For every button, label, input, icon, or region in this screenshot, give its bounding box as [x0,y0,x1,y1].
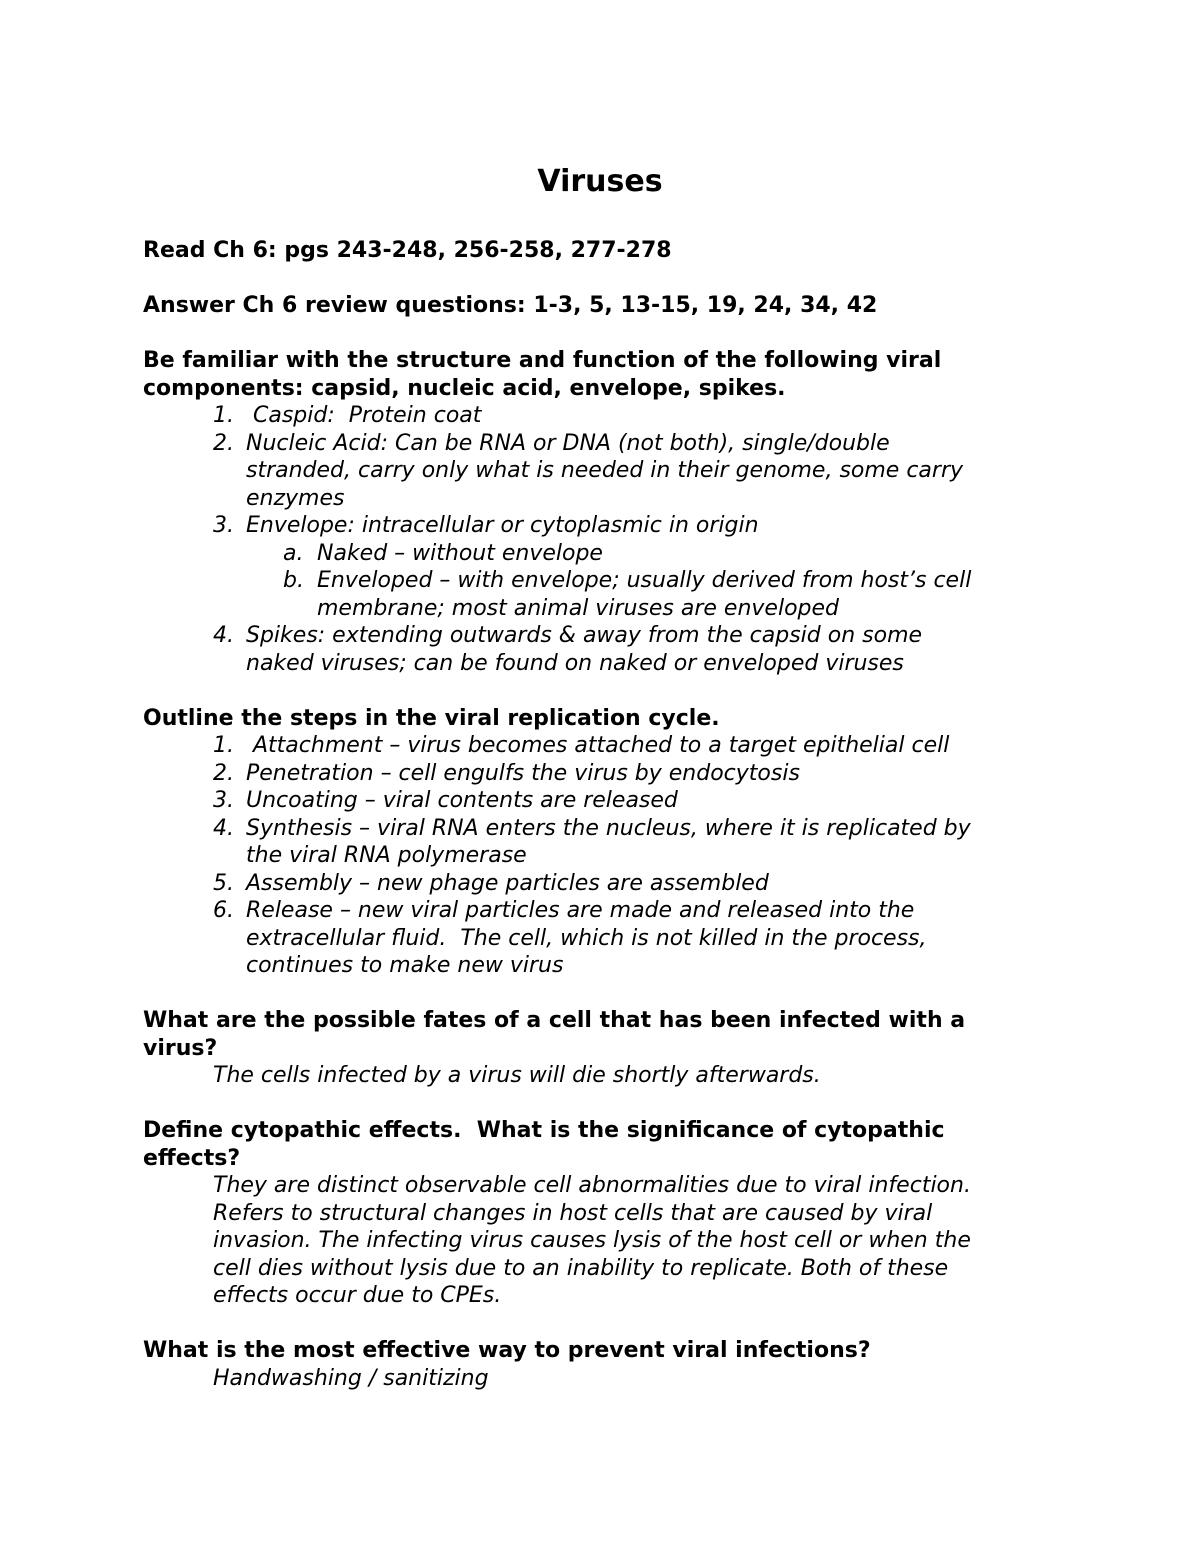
section-heading-cytopathic: Define cytopathic effects. What is the significance of cytopathic effects? [143,1118,945,1171]
section-heading-replication: Outline the steps in the viral replication cycle. [143,705,720,731]
list-item: 1. Caspid: Protein coat [213,403,482,428]
document-body [143,237,1043,1392]
review-assignment: Answer Ch 6 review questions: 1-3, 5, 13-15, 19, 24, 34, 42 [143,293,878,318]
section-heading-prevention: What is the most effective way to prevent viral infections? [143,1338,871,1363]
list-item: 1. Attachment – virus becomes attached to a target epithelial cell [213,733,950,758]
list-item: 5. Assembly – new phage particles are assembled [213,870,769,896]
answer-cytopathic: They are distinct observable cell abnormalities due to viral infection. Refers to structural changes in host cells that are caused by viral invasion. The infecting virus causes lysis of the host cell or when the cell dies without lysis due to an inability to replicate. Both of these effects occur due to CPEs. [213,1173,971,1308]
section-heading-components: Be familiar with the structure and function of the following viral components: capsid, nucleic acid, envelope, spikes. [143,348,942,401]
reading-assignment: Read Ch 6: pgs 243-248, 256-258, 277-278 [143,238,672,263]
list-subitem: a. Naked – without envelope [283,540,603,566]
answer-prevention: Handwashing / sanitizing [213,1365,489,1391]
list-item: 4. Synthesis – viral RNA enters the nucleus, where it is replicated by the viral RNA polymerase [213,815,971,868]
list-item: 2. Nucleic Acid: Can be RNA or DNA (not both), single/double stranded, carry only what is needed in their genome, some carry enzymes [213,430,964,511]
list-item: 3. Uncoating – viral contents are released [213,788,678,813]
list-item: 2. Penetration – cell engulfs the virus by endocytosis [213,760,800,786]
components-list [143,402,1043,677]
answer-cell-fates: The cells infected by a virus will die shortly afterwards. [213,1063,821,1088]
page-title: Viruses [537,164,663,199]
list-item: 3. Envelope: intracellular or cytoplasmic in origin [213,513,759,538]
list-item: 6. Release – new viral particles are made and released into the extracellular fluid. The cell, which is not killed in the process, continues to make new virus [213,898,927,978]
list-subitem: b. Enveloped – with envelope; usually derived from host’s cell membrane; most animal viruses are enveloped [283,568,972,621]
replication-steps-list [143,732,1043,980]
section-heading-cell-fates: What are the possible fates of a cell that has been infected with a virus? [143,1008,966,1061]
list-item: 4. Spikes: extending outwards & away from the capsid on some naked viruses; can be found on naked or enveloped viruses [213,623,923,676]
